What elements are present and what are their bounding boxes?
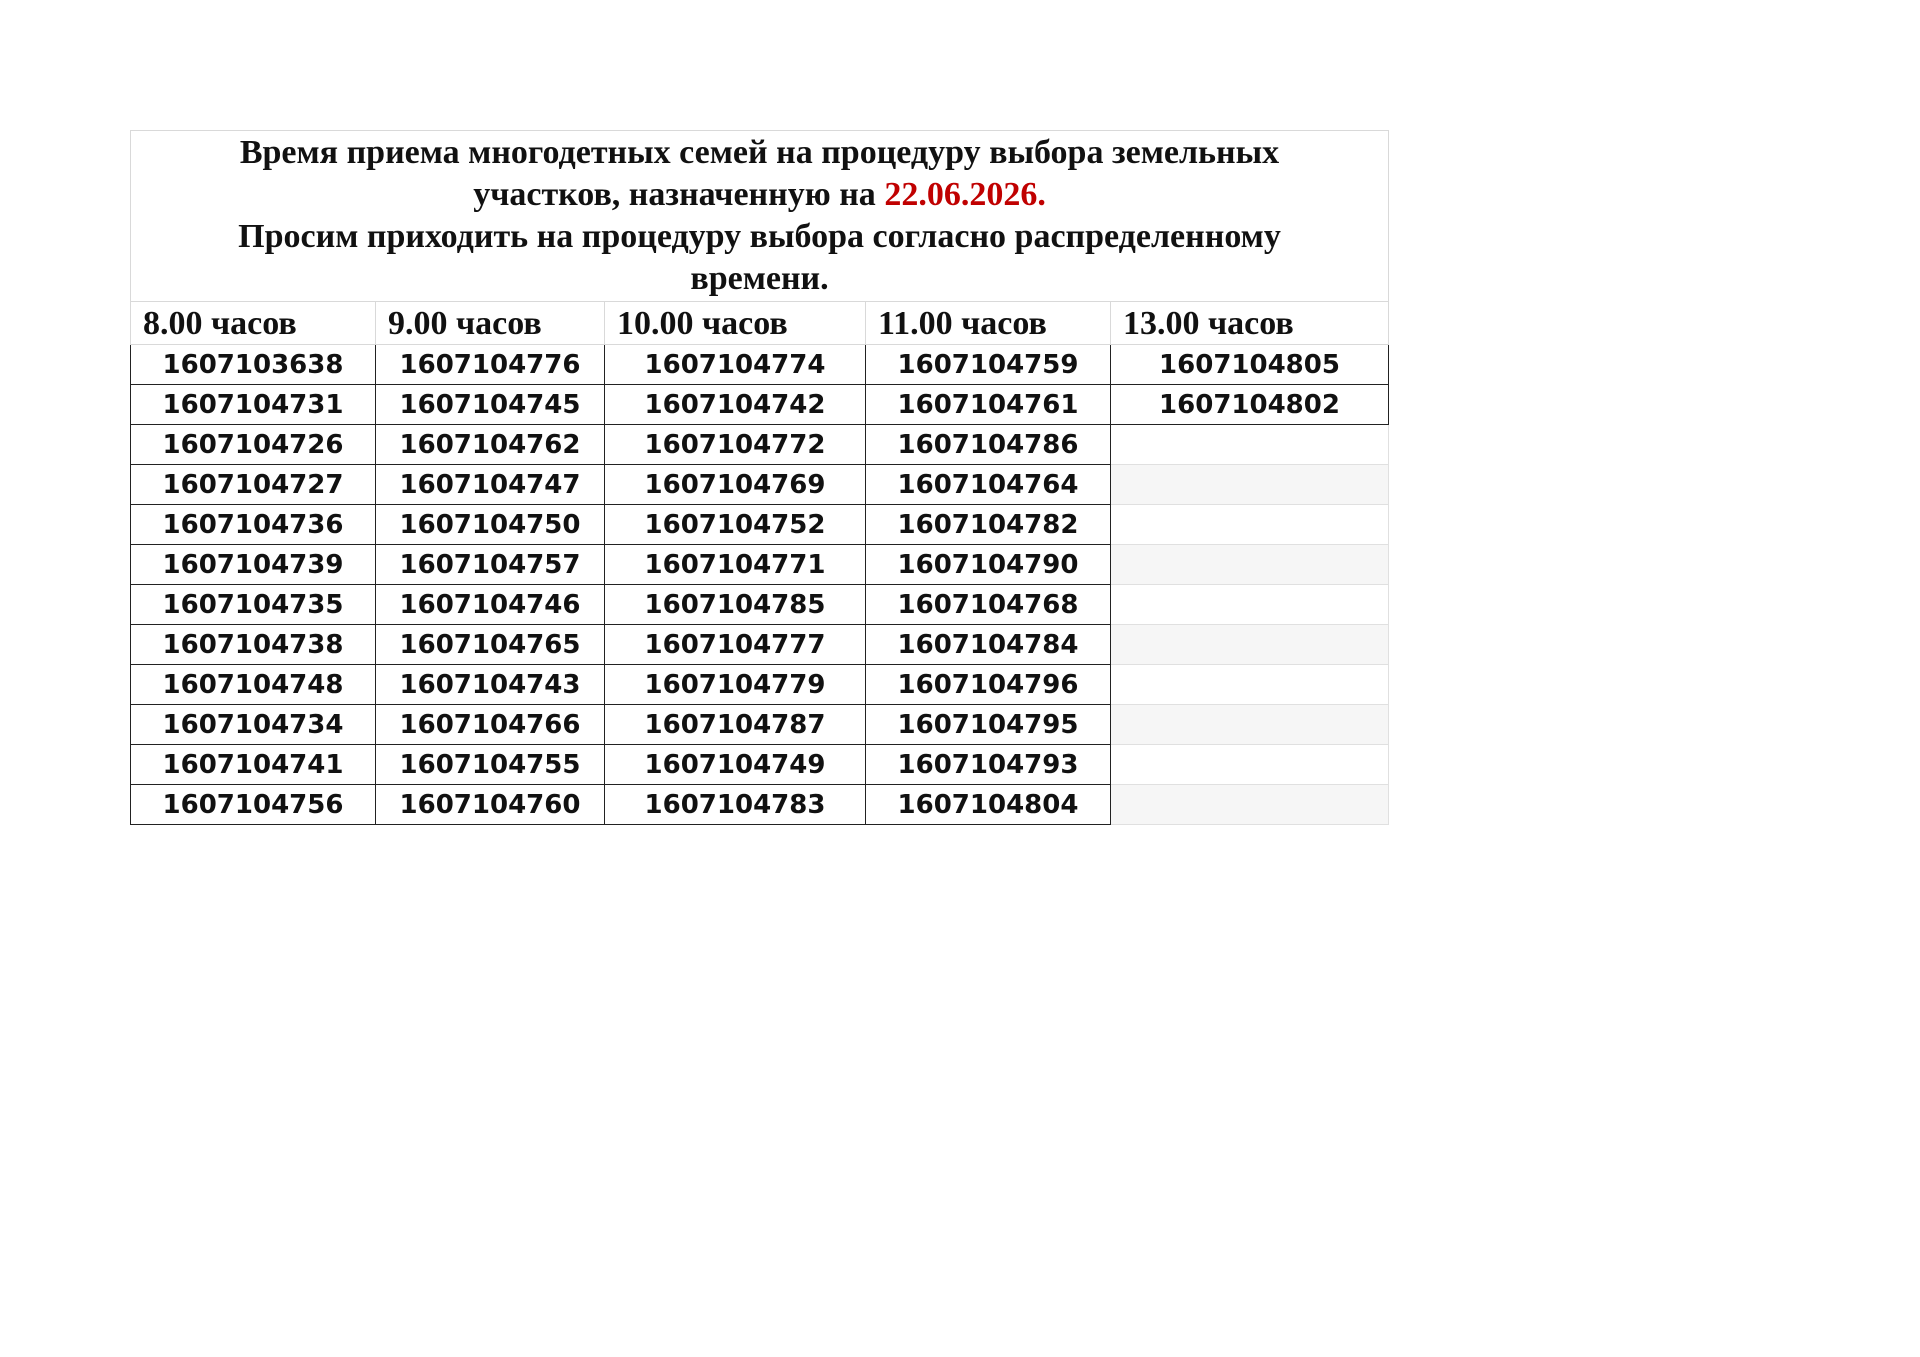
table-cell: 1607104793 <box>866 745 1111 785</box>
table-cell: 1607104757 <box>376 545 605 585</box>
table-title <box>131 131 1389 302</box>
table-row <box>131 465 1389 505</box>
table-cell: 1607104785 <box>605 585 866 625</box>
table-cell: 1607104746 <box>376 585 605 625</box>
table-cell: 1607104790 <box>866 545 1111 585</box>
header-row <box>131 302 1389 345</box>
table-cell <box>1111 585 1389 625</box>
table-cell: 1607104741 <box>131 745 376 785</box>
table-cell: 1607104736 <box>131 505 376 545</box>
table-cell: 1607104742 <box>605 385 866 425</box>
table-cell: 1607104727 <box>131 465 376 505</box>
table-row <box>131 745 1389 785</box>
table-cell: 1607104747 <box>376 465 605 505</box>
table-cell <box>1111 705 1389 745</box>
table-cell <box>1111 465 1389 505</box>
table-row <box>131 785 1389 825</box>
table-row <box>131 385 1389 425</box>
table-cell: 1607104748 <box>131 665 376 705</box>
table-cell: 1607104795 <box>866 705 1111 745</box>
table-cell: 1607104731 <box>131 385 376 425</box>
table-cell: 1607104766 <box>376 705 605 745</box>
table-cell: 1607104734 <box>131 705 376 745</box>
table-cell: 1607104779 <box>605 665 866 705</box>
table-cell: 1607104749 <box>605 745 866 785</box>
table-row <box>131 545 1389 585</box>
title-row <box>131 131 1389 302</box>
table-cell: 1607104743 <box>376 665 605 705</box>
table-cell <box>1111 785 1389 825</box>
column-header-13: 13.00 часов <box>1111 302 1389 345</box>
table-cell: 1607104755 <box>376 745 605 785</box>
table-cell: 1607104739 <box>131 545 376 585</box>
table-cell: 1607104771 <box>605 545 866 585</box>
table-row <box>131 505 1389 545</box>
table-cell: 1607104786 <box>866 425 1111 465</box>
table-cell: 1607104764 <box>866 465 1111 505</box>
title-line-3: Просим приходить на процедуру выбора согласно распределенному <box>238 218 1281 255</box>
table-cell: 1607104804 <box>866 785 1111 825</box>
table-cell: 1607104784 <box>866 625 1111 665</box>
table-cell <box>1111 505 1389 545</box>
table-cell: 1607104762 <box>376 425 605 465</box>
table-cell: 1607104777 <box>605 625 866 665</box>
schedule-table <box>130 130 1389 825</box>
table-cell <box>1111 625 1389 665</box>
table-cell: 1607104745 <box>376 385 605 425</box>
title-line-4: времени. <box>690 260 829 297</box>
selection-date: 22.06.2026. <box>884 176 1046 213</box>
column-header-8: 8.00 часов <box>131 302 376 345</box>
table-row <box>131 705 1389 745</box>
table-cell: 1607104761 <box>866 385 1111 425</box>
table-cell: 1607104774 <box>605 345 866 385</box>
table-cell <box>1111 665 1389 705</box>
table-cell: 1607104783 <box>605 785 866 825</box>
table-cell: 1607104752 <box>605 505 866 545</box>
table-cell: 1607104738 <box>131 625 376 665</box>
title-line-2 <box>141 174 1378 216</box>
table-row <box>131 625 1389 665</box>
table-cell: 1607104772 <box>605 425 866 465</box>
table-cell: 1607104768 <box>866 585 1111 625</box>
table-cell: 1607104782 <box>866 505 1111 545</box>
table-row <box>131 425 1389 465</box>
table-cell: 1607104756 <box>131 785 376 825</box>
table-cell: 1607104760 <box>376 785 605 825</box>
column-header-10: 10.00 часов <box>605 302 866 345</box>
table-cell: 1607104759 <box>866 345 1111 385</box>
table-cell: 1607104796 <box>866 665 1111 705</box>
table-cell: 1607104787 <box>605 705 866 745</box>
column-header-11: 11.00 часов <box>866 302 1111 345</box>
table-cell: 1607104769 <box>605 465 866 505</box>
table-cell <box>1111 745 1389 785</box>
table-row <box>131 665 1389 705</box>
table-cell: 1607104805 <box>1111 345 1389 385</box>
column-header-9: 9.00 часов <box>376 302 605 345</box>
table-row <box>131 585 1389 625</box>
table-cell: 1607104750 <box>376 505 605 545</box>
table-cell <box>1111 425 1389 465</box>
table-body <box>131 345 1389 825</box>
title-line-2-text: участков, назначенную на <box>473 176 885 213</box>
title-line-1: Время приема многодетных семей на процедуру выбора земельных <box>239 134 1280 171</box>
table-row <box>131 345 1389 385</box>
table-cell: 1607104802 <box>1111 385 1389 425</box>
table-cell <box>1111 545 1389 585</box>
table-cell: 1607104765 <box>376 625 605 665</box>
table-cell: 1607104735 <box>131 585 376 625</box>
table-cell: 1607103638 <box>131 345 376 385</box>
table-cell: 1607104726 <box>131 425 376 465</box>
table-cell: 1607104776 <box>376 345 605 385</box>
